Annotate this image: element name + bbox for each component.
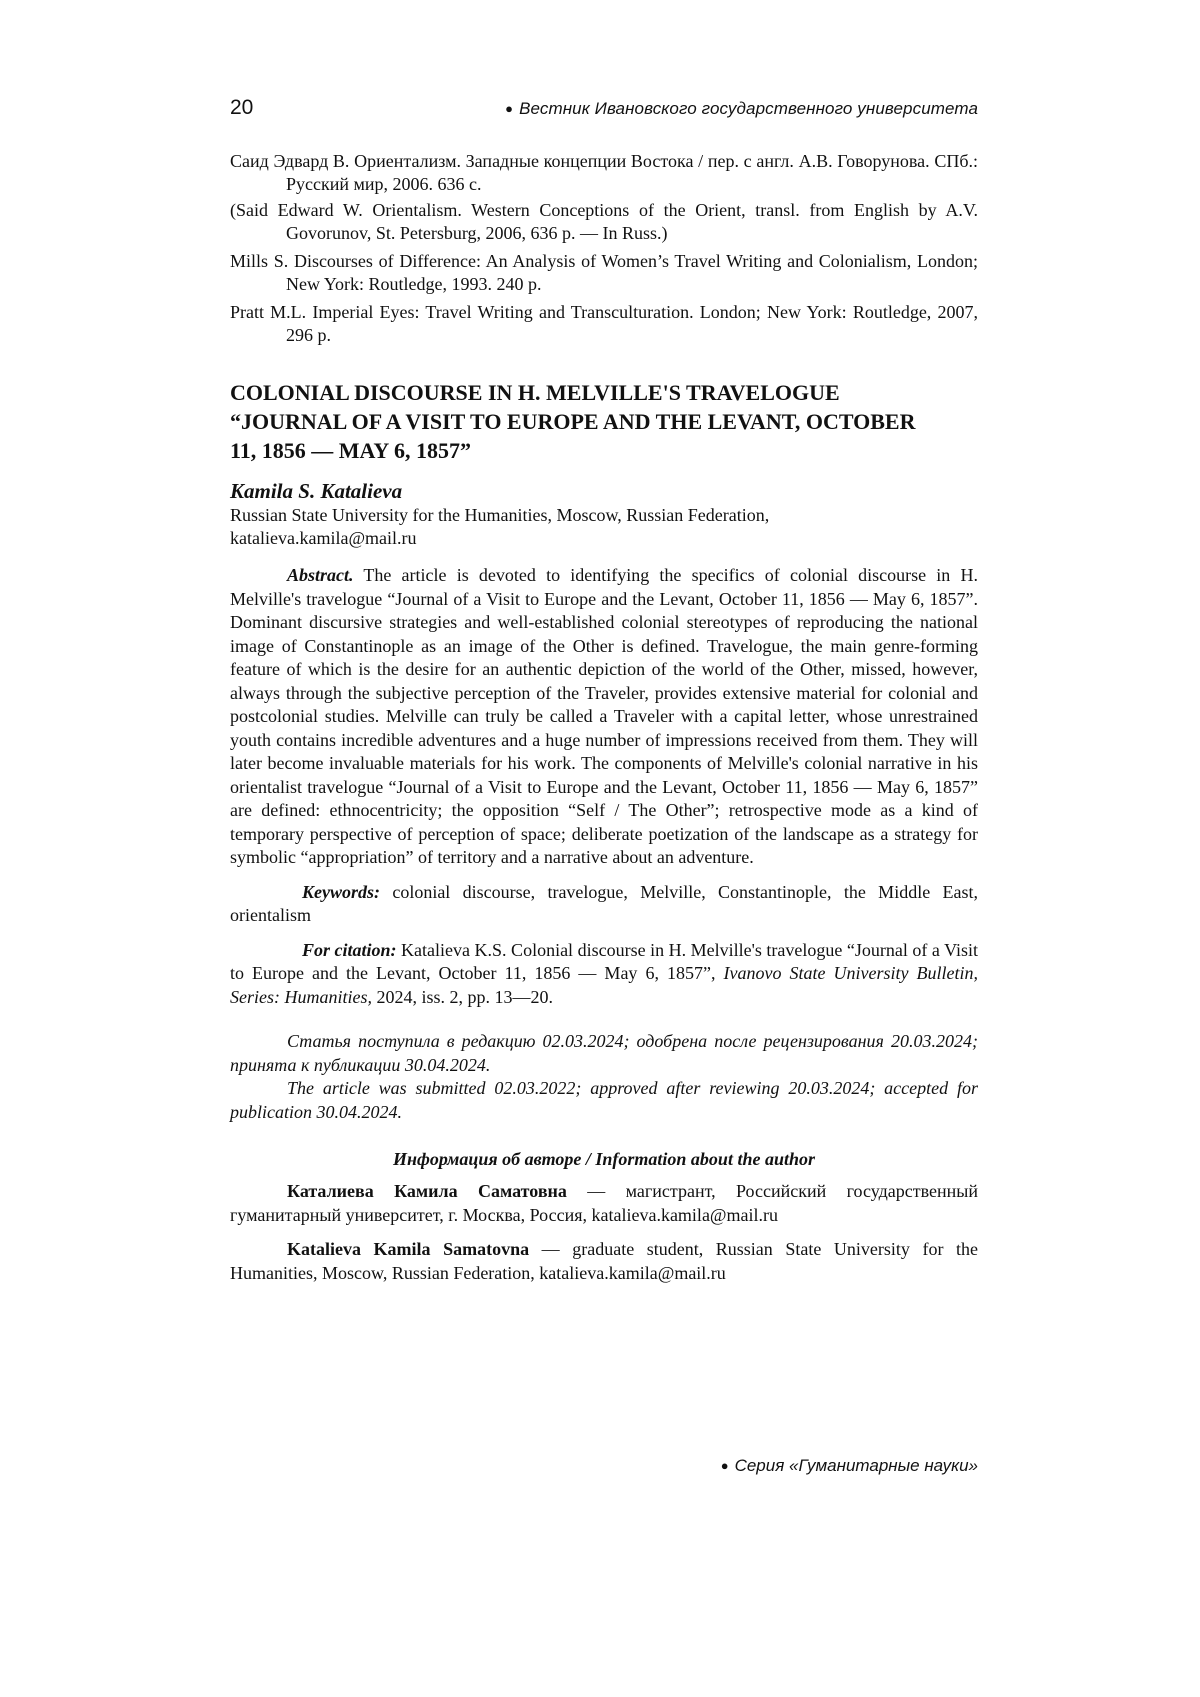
citation-journal: Ivanovo State University Bulletin, Series: Humanities,	[230, 963, 978, 1007]
citation-text: Katalieva K.S. Colonial discourse in H. Melville's travelogue “Journal of a Visit to Europe and the Levant, October 11, 1856 — May 6, 1857”,	[230, 939, 978, 983]
bullet-icon: ●	[505, 101, 514, 116]
author-bio-en	[230, 1238, 978, 1285]
journal-name: Вестник Ивановского государственного университета	[519, 99, 978, 118]
author-email: katalieva.kamila@mail.ru	[230, 528, 417, 548]
bullet-icon: ●	[720, 1458, 729, 1473]
page-number: 20	[230, 96, 254, 119]
reference-item: Саид Эдвард В. Ориентализм. Западные концепции Востока / пер. с англ. А.В. Говорунова. СПб.: Русский мир, 2006. 636 с.	[230, 151, 978, 194]
article-author: Kamila S. Katalieva	[230, 479, 403, 503]
citation-tail: 2024, iss. 2, pp. 13—20.	[371, 986, 553, 1007]
dates-ru: Статья поступила в редакцию 02.03.2024; одобрена после рецензирования 20.03.2024; принята к публикации 30.04.2024.	[230, 1031, 978, 1075]
series-name: Серия «Гуманитарные науки»	[734, 1456, 978, 1475]
author-info-heading: Информация об авторе / Information about the author	[393, 1149, 815, 1169]
author-affiliation: Russian State University for the Humanities, Moscow, Russian Federation,	[230, 505, 770, 525]
reference-list	[230, 150, 978, 347]
running-header	[230, 96, 978, 130]
abstract	[230, 564, 978, 870]
abstract-label: Abstract.	[287, 565, 354, 585]
keywords-label: Keywords:	[302, 881, 380, 902]
keywords-text: colonial discourse, travelogue, Melville, Constantinople, the Middle East, orientalism	[230, 881, 978, 925]
author-name-ru: Каталиева Камила Саматовна	[287, 1181, 567, 1201]
keywords	[230, 881, 978, 928]
dates-en: The article was submitted 02.03.2022; approved after reviewing 20.03.2024; accepted for publication 30.04.2024.	[230, 1078, 978, 1122]
author-bio-ru	[230, 1180, 978, 1227]
journal-title	[505, 99, 978, 119]
page	[230, 96, 978, 1285]
reference-item: Mills S. Discourses of Difference: An Analysis of Women’s Travel Writing and Colonialism, London; New York: Routledge, 1993. 240 p.	[230, 251, 978, 294]
reference-item: (Said Edward W. Orientalism. Western Conceptions of the Orient, transl. from English by A.V. Govorunov, St. Petersburg, 2006, 636 p. — In Russ.)	[230, 200, 978, 243]
running-footer	[721, 1456, 978, 1476]
submission-dates	[230, 1030, 978, 1124]
author-bio-ru-text: — магистрант, Российский государственный гуманитарный университет, г. Москва, Россия, katalieva.kamila@mail.ru	[230, 1181, 978, 1225]
citation-label: For citation:	[302, 939, 397, 960]
reference-item: Pratt M.L. Imperial Eyes: Travel Writing and Transculturation. London; New York: Routledge, 2007, 296 p.	[230, 302, 978, 345]
citation	[230, 939, 978, 1010]
author-name-en: Katalieva Kamila Samatovna	[287, 1239, 530, 1259]
article-title: COLONIAL DISCOURSE IN H. MELVILLE'S TRAVELOGUE “JOURNAL OF A VISIT TO EUROPE AND THE LEVANT, OCTOBER 11, 1856 — MAY 6, 1857”	[230, 380, 916, 463]
author-bio-en-text: — graduate student, Russian State University for the Humanities, Moscow, Russian Federation, katalieva.kamila@mail.ru	[230, 1239, 978, 1283]
abstract-text: The article is devoted to identifying the specifics of colonial discourse in H. Melville's travelogue “Journal of a Visit to Europe and the Levant, October 11, 1856 — May 6, 1857”. Dominant discursive strategies and well-established colonial stereotypes of reproducing the national image of Constantinople as an image of the Other is defined. Travelogue, the main genre-forming feature of which is the desire for an authentic depiction of the world of the Other, missed, however, always through the subjective perception of the Traveler, provides extensive material for colonial and postcolonial studies. Melville can truly be called a Traveler with a capital letter, whose unrestrained youth contains incredible adventures and a huge number of impressions received from them. They will later become invaluable materials for his work. The components of Melville's colonial narrative in his orientalist travelogue “Journal of a Visit to Europe and the Levant, October 11, 1856 — May 6, 1857” are defined: ethnocentricity; the opposition “Self / The Other”; retrospective mode as a kind of temporary perspective of perception of space; deliberate poetization of the landscape as a strategy for symbolic “appropriation” of territory and a narrative about an adventure.	[230, 565, 978, 867]
